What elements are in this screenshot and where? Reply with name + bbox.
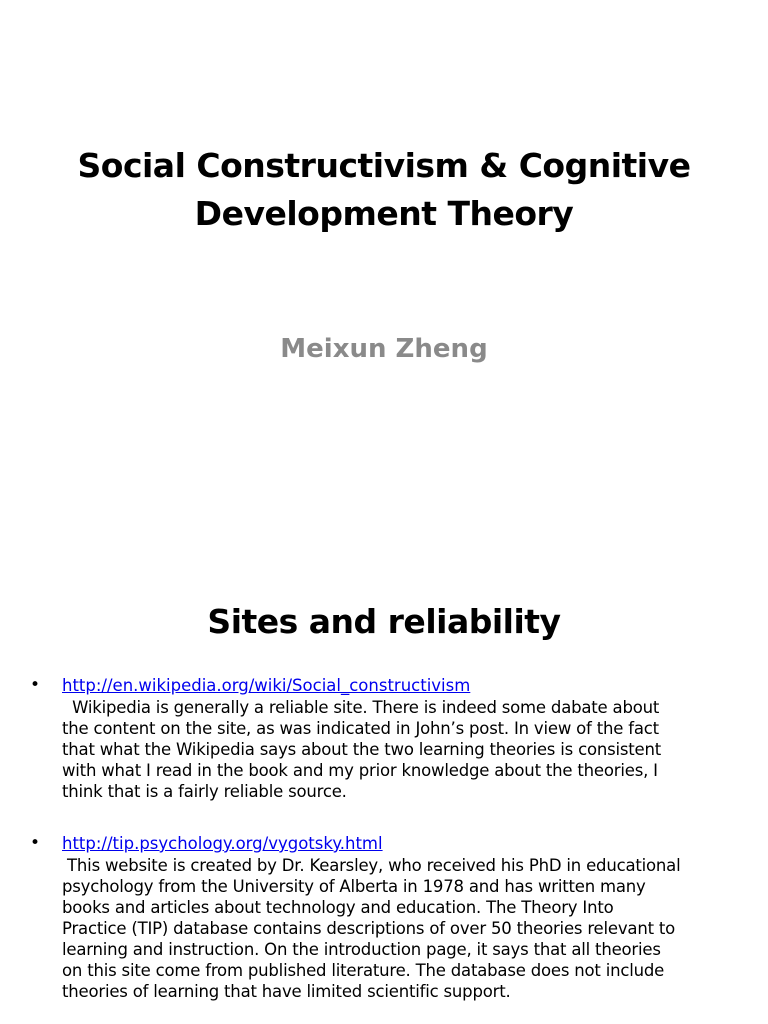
description-line: on this site come from published literature. The database does not include (62, 961, 665, 980)
slide-title-line-2: Development Theory (194, 194, 574, 233)
slide-heading: Sites and reliability (207, 602, 561, 641)
bullet-icon: • (30, 675, 41, 695)
author-name: Meixun Zheng (280, 334, 488, 364)
bullet-description (62, 697, 742, 802)
description-line: learning and instruction. On the introduction page, it says that all theories (62, 940, 661, 959)
description-line: that what the Wikipedia says about the two learning theories is consistent (62, 740, 662, 759)
bullet-description (62, 855, 742, 1002)
description-line: This website is created by Dr. Kearsley, who received his PhD in educational (62, 856, 681, 875)
slide-title (40, 142, 728, 238)
description-line: books and articles about technology and education. The Theory Into (62, 898, 614, 917)
description-line: the content on the site, as was indicated in John’s post. In view of the fact (62, 719, 659, 738)
bullet-icon: • (30, 833, 41, 853)
content-slide (0, 530, 768, 1024)
wikipedia-link[interactable]: http://en.wikipedia.org/wiki/Social_constructivism (62, 676, 471, 695)
description-line: theories of learning that have limited scientific support. (62, 982, 511, 1001)
tip-psychology-link[interactable]: http://tip.psychology.org/vygotsky.html (62, 834, 383, 853)
description-line: Wikipedia is generally a reliable site. There is indeed some dabate about (62, 698, 660, 717)
description-line: with what I read in the book and my prior knowledge about the theories, I (62, 761, 658, 780)
slide-title-line-1: Social Constructivism & Cognitive (77, 146, 691, 185)
description-line: psychology from the University of Alberta in 1978 and has written many (62, 877, 646, 896)
description-line: think that is a fairly reliable source. (62, 782, 347, 801)
description-line: Practice (TIP) database contains descriptions of over 50 theories relevant to (62, 919, 676, 938)
